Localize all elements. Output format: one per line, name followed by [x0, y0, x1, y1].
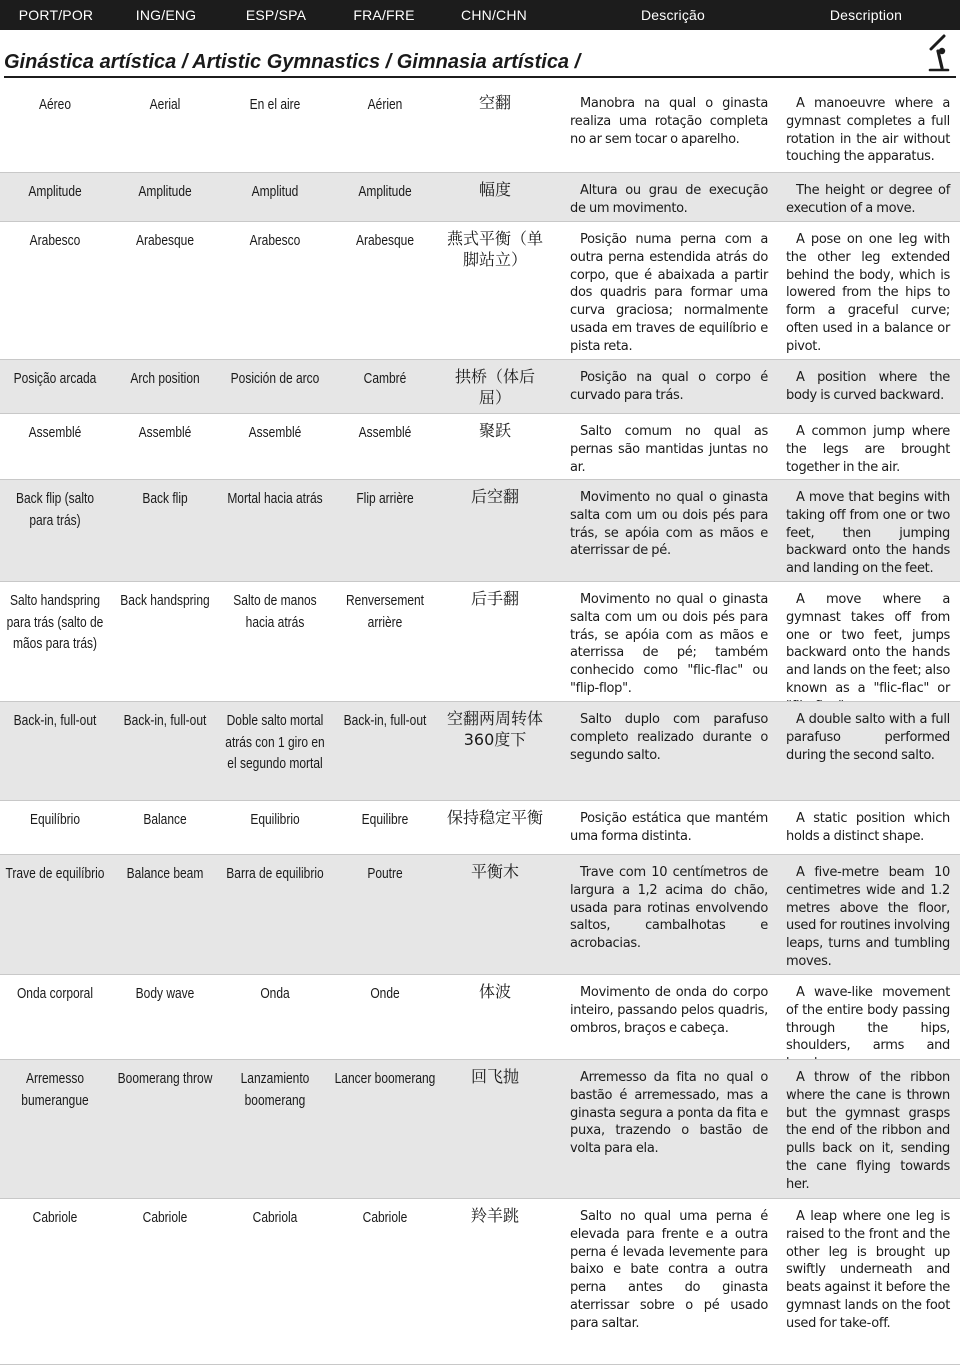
term-spa: Barra de equilibrio — [226, 865, 324, 882]
description-en: A throw of the ribbon where the cane is thrown but the gymnast grasps the end of the ribbon and pulls back on it, sending the cane flying towards her. — [786, 1070, 950, 1192]
description-pt: Trave com 10 centímetros de largura a 1,2 acima do chão, usada para rotinas envolvendo saltos, cambalhotas e acrobacias. — [570, 865, 768, 952]
table-row — [0, 222, 960, 360]
page-title: Ginástica artística / Artistic Gymnastics / Gimnasia artística / — [4, 51, 581, 73]
term-spa: Posición de arco — [230, 370, 320, 387]
term-eng: Balance beam — [126, 865, 204, 882]
term-eng: Arabesque — [135, 232, 195, 249]
title-divider — [4, 76, 956, 78]
term-eng: Assemblé — [138, 424, 192, 441]
description-en: A move where a gymnast takes off from one or two feet, jumps backward onto the hands and lands on the feet; also known as a "flic-flac" or — [786, 592, 950, 696]
description-en: A common jump where the legs are brought together in the air. — [786, 424, 950, 475]
column-header-por: PORT/POR — [18, 7, 94, 23]
term-fre: Assemblé — [358, 424, 412, 441]
term-eng: Back flip — [142, 490, 188, 507]
description-pt: Manobra na qual o ginasta realiza uma rotação completa no ar sem tocar o aparelho. — [570, 96, 768, 147]
table-row — [0, 86, 960, 173]
description-pt: Altura ou grau de execução de um movimento. — [570, 183, 768, 216]
term-spa: Doble salto mortal atrás con 1 giro en el segundo mortal — [225, 712, 325, 772]
term-chn: 羚羊跳 — [470, 1206, 519, 1225]
term-por: Back flip (salto para trás) — [15, 490, 95, 529]
term-spa: Salto de manos hacia atrás — [233, 592, 317, 631]
term-fre: Back-in, full-out — [343, 712, 427, 729]
description-en: A pose on one leg with the other leg extended behind the body, which is lowered from the hips to form a graceful curve; often used in a balance or pivot. — [786, 232, 950, 354]
term-spa: Mortal hacia atrás — [227, 490, 323, 507]
term-por: Salto handspring para trás (salto de mãos para trás) — [6, 592, 104, 652]
column-header-description: Description — [829, 7, 903, 23]
term-chn: 平衡木 — [470, 862, 519, 881]
table-row — [0, 855, 960, 975]
term-por: Equilíbrio — [29, 811, 81, 828]
description-pt: Salto comum no qual as pernas são mantidas juntas no ar. — [570, 424, 768, 475]
table-row — [0, 480, 960, 582]
term-chn: 幅度 — [478, 180, 511, 199]
term-fre: Cambré — [363, 370, 407, 387]
term-por: Arremesso bumerangue — [21, 1070, 89, 1109]
description-pt: Movimento no qual o ginasta salta com um ou dois pés para trás, se apóia com as mãos e aterrissa de pé; também conhecido como "flic-flac" ou "flip-flop". — [570, 592, 768, 696]
term-spa: En el aire — [249, 96, 301, 113]
description-en: A manoeuvre where a gymnast completes a full rotation in the air without touching the apparatus. — [786, 96, 950, 165]
term-chn: 回飞抛 — [470, 1067, 519, 1086]
table-row — [0, 582, 960, 702]
term-chn: 空翻 — [478, 93, 511, 112]
term-por: Arabesco — [29, 232, 81, 249]
column-header-spa: ESP/SPA — [245, 7, 307, 23]
term-fre: Flip arrière — [356, 490, 414, 507]
term-spa: Lanzamiento boomerang — [240, 1070, 310, 1109]
header-bar — [0, 0, 960, 30]
term-chn: 保持稳定平衡 — [446, 808, 543, 827]
term-chn: 后手翻 — [470, 589, 519, 608]
term-eng: Amplitude — [138, 183, 192, 200]
gymnast-icon — [918, 34, 958, 76]
term-chn: 空翻两周转体360度下 — [446, 709, 543, 749]
term-eng: Balance — [143, 811, 187, 828]
description-en: A static position which holds a distinct shape. — [786, 811, 950, 844]
column-header-chn: CHN/CHN — [461, 7, 527, 23]
term-chn: 体波 — [478, 982, 511, 1001]
description-pt: Arremesso da fita no qual o bastão é arremessado, mas a ginasta segura a ponta da fita e puxa, trazendo o bastão de volta para ela. — [570, 1070, 768, 1157]
term-spa: Arabesco — [249, 232, 301, 249]
term-eng: Boomerang throw — [117, 1070, 213, 1087]
term-chn: 拱桥（体后屈） — [454, 367, 535, 407]
term-por: Aéreo — [38, 96, 72, 113]
description-pt: Salto no qual uma perna é elevada para frente e a outra perna é levada levemente para baixo e bate contra a outra perna antes do ginasta aterrissar sobre o pé usado para saltar. — [570, 1209, 768, 1331]
term-por: Trave de equilíbrio — [5, 865, 105, 882]
term-fre: Amplitude — [358, 183, 412, 200]
term-fre: Onde — [370, 985, 400, 1002]
table-row — [0, 414, 960, 480]
term-eng: Cabriole — [142, 1209, 188, 1226]
column-header-fre: FRA/FRE — [353, 7, 415, 23]
description-pt: Salto duplo com parafuso completo realizado durante o segundo salto. — [570, 712, 768, 763]
term-fre: Renversement arrière — [345, 592, 425, 631]
table-row — [0, 1060, 960, 1199]
term-eng: Back handspring — [120, 592, 210, 609]
table-row — [0, 801, 960, 855]
term-eng: Back-in, full-out — [123, 712, 207, 729]
table-row — [0, 702, 960, 801]
term-fre: Lancer boomerang — [334, 1070, 436, 1087]
description-en: The height or degree of execution of a move. — [786, 183, 950, 216]
term-chn: 聚跃 — [478, 421, 511, 440]
description-pt: Movimento no qual o ginasta salta com um ou dois pés para trás, se apóia com as mãos e aterrissar de pé. — [570, 490, 768, 559]
description-en: A move that begins with taking off from one or two feet, then jumping backward onto the hands and landing on the feet. — [786, 490, 950, 577]
description-en: A five-metre beam 10 centimetres wide and 1.2 metres above the floor, used for routines involving leaps, turns and tumbling moves. — [786, 865, 950, 969]
term-spa: Cabriola — [252, 1209, 298, 1226]
term-por: Assemblé — [28, 424, 82, 441]
term-eng: Arch position — [130, 370, 200, 387]
column-header-descricao: Descrição — [640, 7, 706, 23]
term-fre: Arabesque — [355, 232, 415, 249]
term-eng: Body wave — [135, 985, 195, 1002]
description-en: A double salto with a full parafuso performed during the second salto. — [786, 712, 950, 763]
term-por: Onda corporal — [16, 985, 94, 1002]
description-pt: Movimento de onda do corpo inteiro, passando pelos quadris, ombros, braços e cabeça. — [570, 985, 768, 1036]
description-en: A wave-like movement of the entire body passing through the hips, shoulders, arms and — [786, 985, 950, 1054]
table-row — [0, 360, 960, 414]
term-por: Back-in, full-out — [13, 712, 97, 729]
term-fre: Cabriole — [362, 1209, 408, 1226]
term-spa: Assemblé — [248, 424, 302, 441]
term-por: Cabriole — [32, 1209, 78, 1226]
term-fre: Equilibre — [361, 811, 409, 828]
table-row — [0, 173, 960, 222]
description-pt: Posição na qual o corpo é curvado para trás. — [570, 370, 768, 403]
term-chn: 后空翻 — [470, 487, 519, 506]
description-en: A leap where one leg is raised to the front and the other leg is brought up swiftly underneath and beats against it before the gymnast lands on the foot used for take-off. — [786, 1209, 950, 1331]
term-fre: Aérien — [367, 96, 403, 113]
description-pt: Posição estática que mantém uma forma distinta. — [570, 811, 768, 844]
column-header-eng: ING/ENG — [135, 7, 197, 23]
table-row — [0, 1199, 960, 1365]
description-en: A position where the body is curved backward. — [786, 370, 950, 403]
term-chn: 燕式平衡（单脚站立） — [446, 229, 543, 269]
term-por: Amplitude — [28, 183, 82, 200]
table-row — [0, 975, 960, 1060]
term-por: Posição arcada — [13, 370, 97, 387]
term-spa: Amplitud — [251, 183, 299, 200]
term-spa: Onda — [260, 985, 290, 1002]
term-spa: Equilibrio — [250, 811, 300, 828]
term-eng: Aerial — [149, 96, 181, 113]
term-fre: Poutre — [367, 865, 403, 882]
description-pt: Posição numa perna com a outra perna estendida atrás do corpo, que é abaixada a partir dos quadris para formar uma curva graciosa; normalmente usada em traves de equilíbrio e pista reta. — [570, 232, 768, 354]
